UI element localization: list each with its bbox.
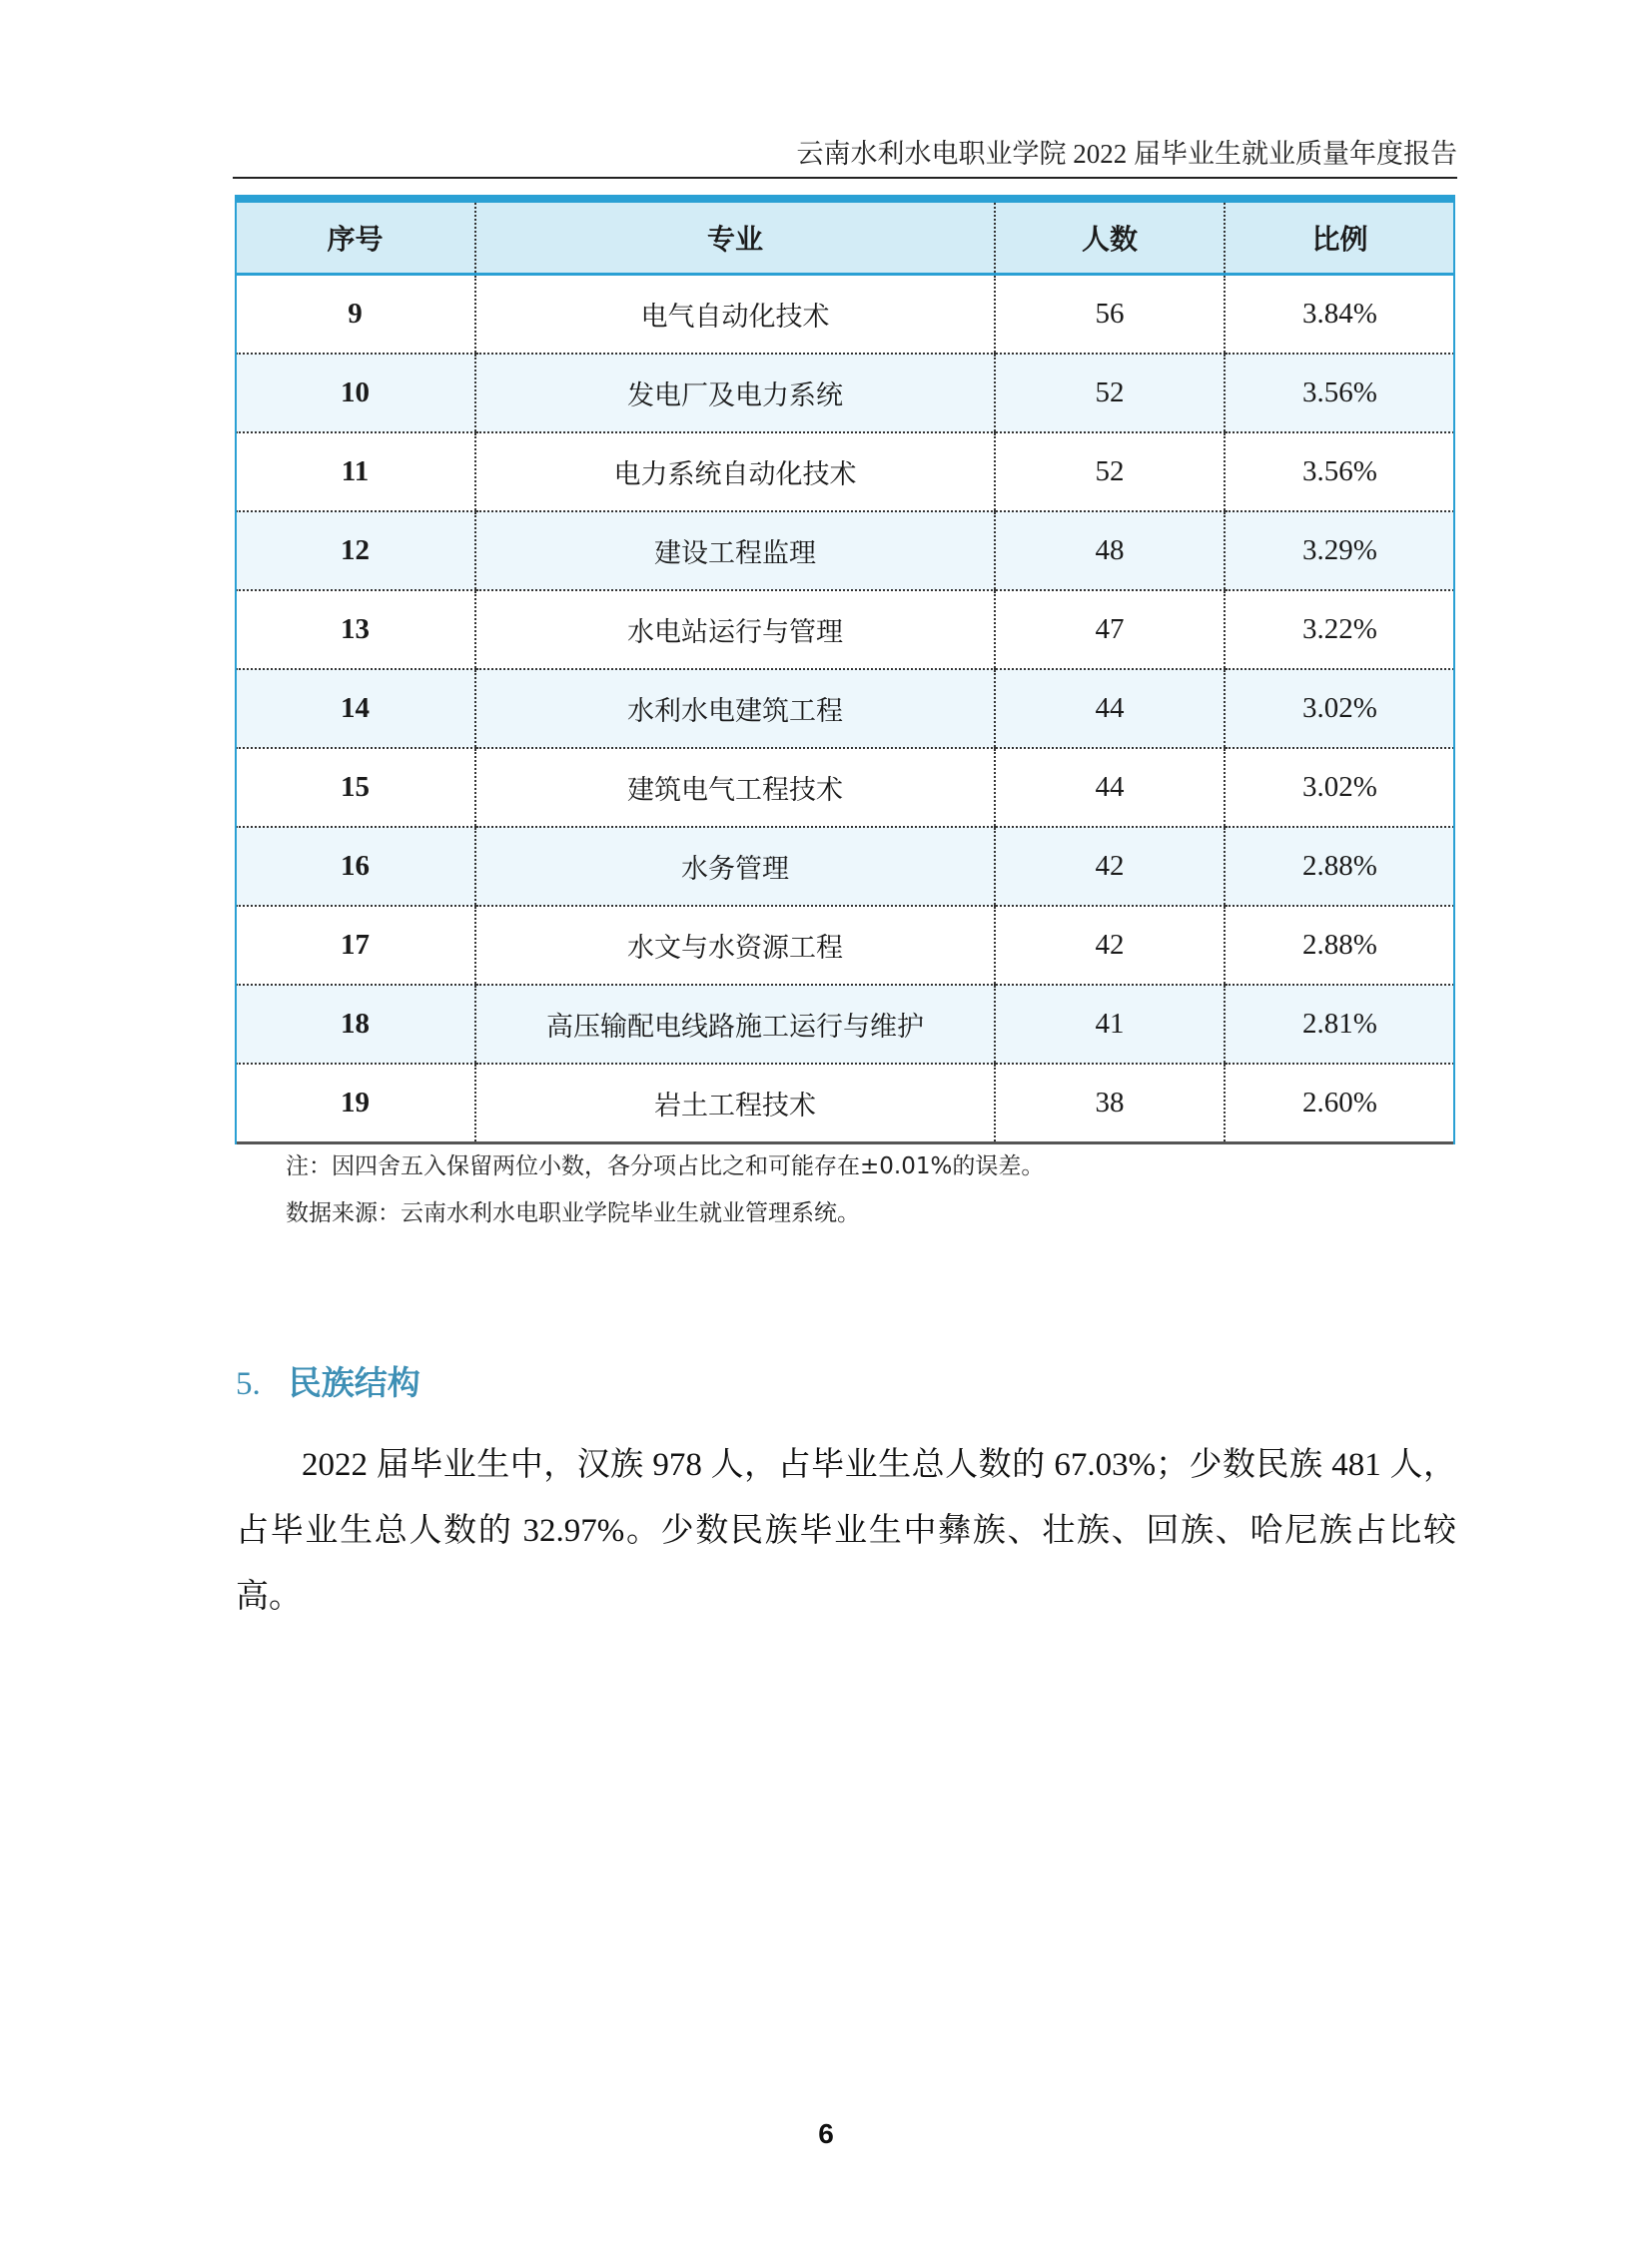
cell-major: 水文与水资源工程: [475, 906, 995, 985]
cell-count: 42: [995, 906, 1225, 985]
cell-ratio: 2.60%: [1225, 1064, 1454, 1143]
section-heading: [236, 1361, 420, 1406]
column-header-major: 专业: [475, 199, 995, 275]
cell-major: 发电厂及电力系统: [475, 354, 995, 432]
table-row: [236, 590, 1454, 669]
cell-ratio: 3.02%: [1225, 669, 1454, 748]
cell-count: 42: [995, 827, 1225, 906]
cell-count: 52: [995, 432, 1225, 511]
report-header-title: 云南水利水电职业学院 2022 届毕业生就业质量年度报告: [796, 139, 1457, 169]
cell-major: 电力系统自动化技术: [475, 432, 995, 511]
cell-no: 15: [236, 748, 475, 827]
majors-table-container: [236, 195, 1454, 1144]
cell-count: 41: [995, 985, 1225, 1064]
majors-table: [236, 195, 1454, 1144]
cell-no: 9: [236, 275, 475, 355]
cell-no: 18: [236, 985, 475, 1064]
section-number: 5.: [236, 1366, 261, 1402]
cell-ratio: 3.56%: [1225, 432, 1454, 511]
section-title: 民族结构: [288, 1363, 420, 1402]
table-row: [236, 1064, 1454, 1143]
cell-ratio: 2.88%: [1225, 906, 1454, 985]
cell-no: 19: [236, 1064, 475, 1143]
cell-count: 47: [995, 590, 1225, 669]
cell-no: 17: [236, 906, 475, 985]
cell-count: 38: [995, 1064, 1225, 1143]
table-row: [236, 354, 1454, 432]
cell-major: 建筑电气工程技术: [475, 748, 995, 827]
table-left-border: [235, 195, 237, 1144]
cell-ratio: 2.81%: [1225, 985, 1454, 1064]
cell-count: 52: [995, 354, 1225, 432]
cell-ratio: 3.56%: [1225, 354, 1454, 432]
cell-ratio: 3.29%: [1225, 511, 1454, 590]
column-header-ratio: 比例: [1225, 199, 1454, 275]
table-right-border: [1453, 195, 1455, 1144]
column-header-no: 序号: [236, 199, 475, 275]
data-source-note: 数据来源：云南水利水电职业学院毕业生就业管理系统。: [286, 1200, 860, 1226]
table-header-row: [236, 199, 1454, 275]
column-header-count: 人数: [995, 199, 1225, 275]
cell-no: 10: [236, 354, 475, 432]
cell-major: 建设工程监理: [475, 511, 995, 590]
cell-count: 44: [995, 669, 1225, 748]
table-row: [236, 748, 1454, 827]
cell-major: 高压输配电线路施工运行与维护: [475, 985, 995, 1064]
cell-ratio: 3.22%: [1225, 590, 1454, 669]
page-number: 6: [818, 2118, 834, 2149]
cell-ratio: 3.02%: [1225, 748, 1454, 827]
cell-major: 水利水电建筑工程: [475, 669, 995, 748]
cell-count: 44: [995, 748, 1225, 827]
cell-count: 56: [995, 275, 1225, 355]
table-note: 注：因四舍五入保留两位小数，各分项占比之和可能存在±0.01%的误差。: [286, 1153, 1045, 1179]
table-row: [236, 827, 1454, 906]
header-rule: [233, 177, 1457, 179]
table-row: [236, 275, 1454, 355]
section-paragraph: 2022 届毕业生中，汉族 978 人，占毕业生总人数的 67.03%；少数民族 481 人，占毕业生总人数的 32.97%。少数民族毕业生中彝族、壮族、回族、哈尼族占比较高。: [236, 1447, 1456, 1615]
cell-major: 电气自动化技术: [475, 275, 995, 355]
table-row: [236, 432, 1454, 511]
cell-ratio: 2.88%: [1225, 827, 1454, 906]
cell-ratio: 3.84%: [1225, 275, 1454, 355]
table-row: [236, 906, 1454, 985]
cell-no: 14: [236, 669, 475, 748]
table-row: [236, 985, 1454, 1064]
cell-no: 16: [236, 827, 475, 906]
cell-major: 水电站运行与管理: [475, 590, 995, 669]
cell-no: 12: [236, 511, 475, 590]
cell-count: 48: [995, 511, 1225, 590]
table-row: [236, 669, 1454, 748]
cell-no: 11: [236, 432, 475, 511]
cell-major: 水务管理: [475, 827, 995, 906]
table-row: [236, 511, 1454, 590]
table-body: [236, 275, 1454, 1143]
cell-no: 13: [236, 590, 475, 669]
cell-major: 岩土工程技术: [475, 1064, 995, 1143]
